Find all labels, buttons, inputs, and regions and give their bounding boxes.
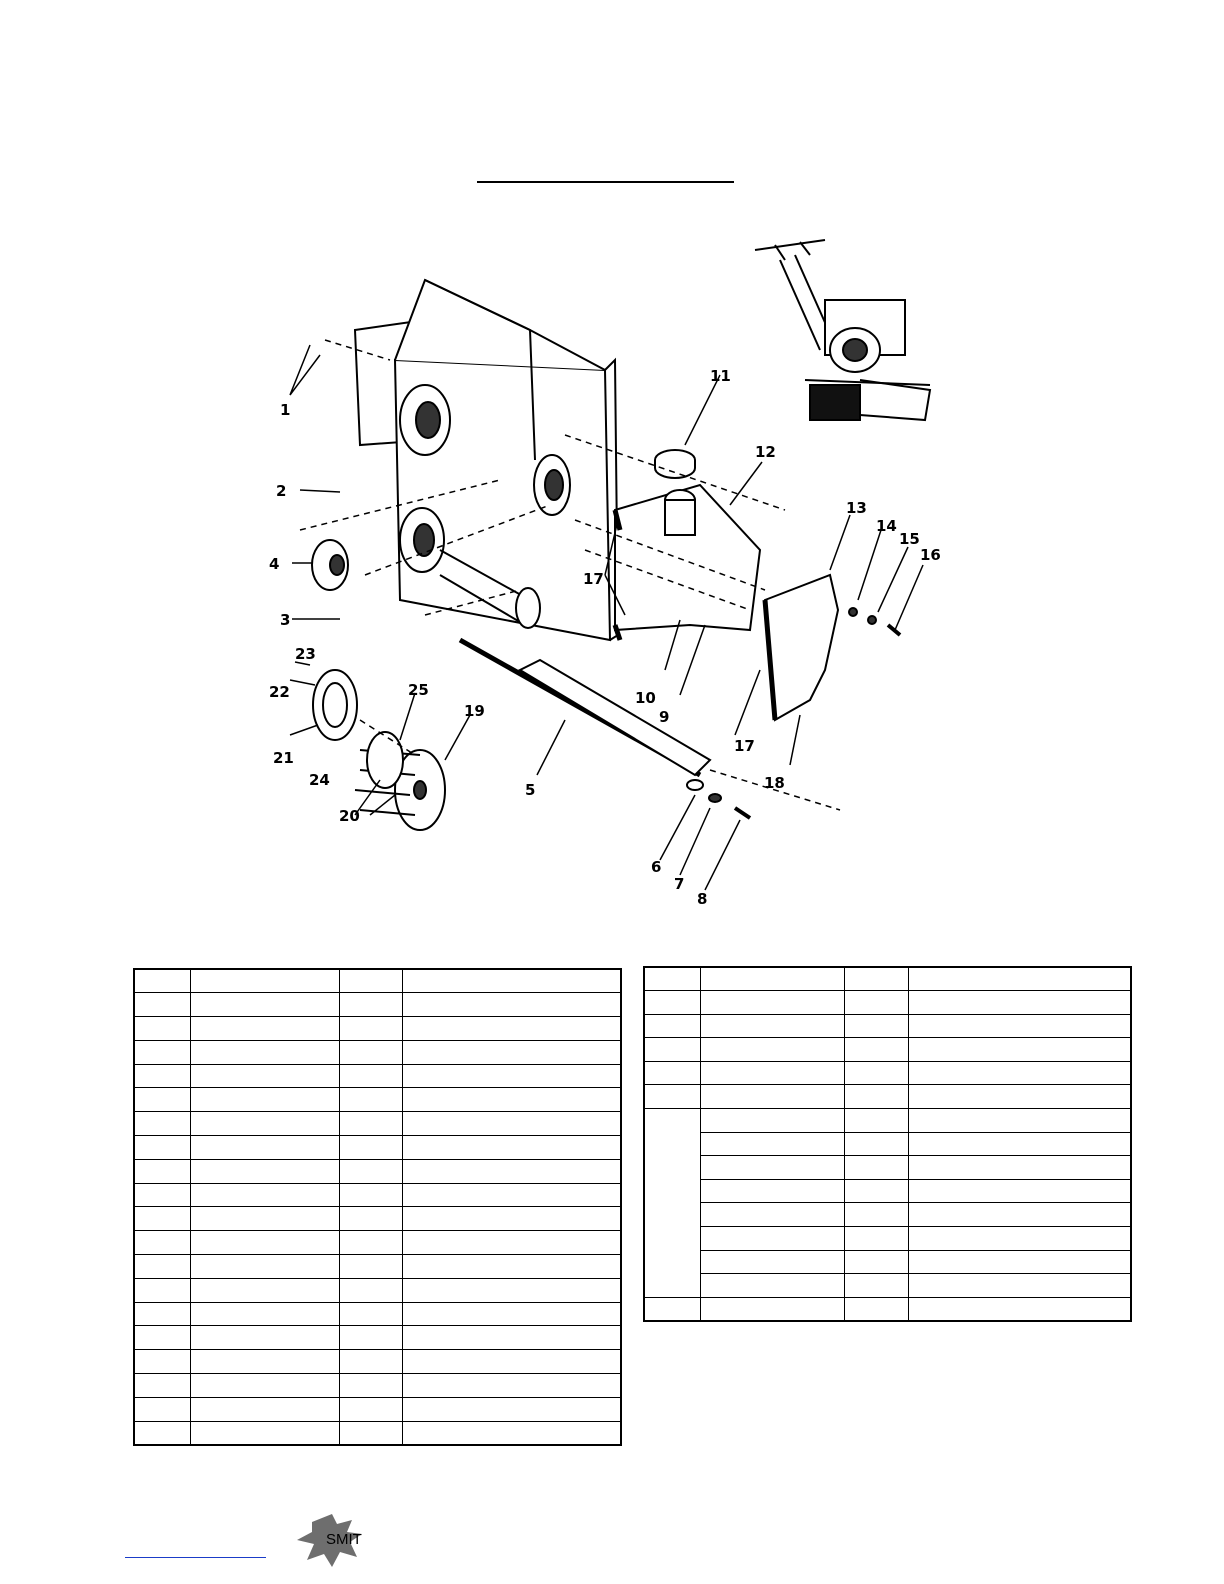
callout-25: 25 <box>408 681 429 699</box>
table-cell <box>339 1183 403 1207</box>
callout-10: 10 <box>635 689 656 707</box>
table-cell <box>191 1278 339 1302</box>
table-cell <box>191 993 339 1017</box>
table-cell <box>403 1040 621 1064</box>
callout-2: 2 <box>276 482 287 500</box>
table-cell <box>134 993 191 1017</box>
table-cell <box>191 1421 339 1445</box>
table-cell <box>844 1274 909 1298</box>
callout-17-top: 17 <box>583 570 604 588</box>
table-cell <box>701 967 844 991</box>
table-row <box>134 1397 621 1421</box>
table-cell <box>909 1297 1131 1321</box>
table-cell <box>403 1326 621 1350</box>
table-cell <box>191 1159 339 1183</box>
table-cell <box>134 1207 191 1231</box>
footer-link-underline[interactable] <box>125 1557 266 1558</box>
table-cell <box>403 1064 621 1088</box>
table-cell <box>134 1350 191 1374</box>
callout-20: 20 <box>339 807 360 825</box>
parts-table-right <box>643 966 1132 1322</box>
table-row <box>134 1183 621 1207</box>
callout-23: 23 <box>295 645 316 663</box>
table-cell <box>134 1088 191 1112</box>
table-cell <box>134 1421 191 1445</box>
table-cell <box>403 1136 621 1160</box>
table-row <box>134 1136 621 1160</box>
table-cell <box>701 1179 844 1203</box>
table-cell <box>701 1156 844 1180</box>
table-cell <box>701 1014 844 1038</box>
table-cell <box>191 1350 339 1374</box>
table-cell <box>134 1112 191 1136</box>
callout-3: 3 <box>280 611 291 629</box>
table-cell <box>191 1136 339 1160</box>
table-cell <box>134 1183 191 1207</box>
table-row <box>644 1014 1131 1038</box>
table-cell <box>403 1397 621 1421</box>
table-cell <box>403 1207 621 1231</box>
table-row <box>644 1203 1131 1227</box>
table-row <box>134 1231 621 1255</box>
table-cell <box>134 1255 191 1279</box>
table-cell <box>844 1179 909 1203</box>
table-cell <box>134 1278 191 1302</box>
table-row <box>134 1421 621 1445</box>
table-cell <box>844 991 909 1015</box>
callout-22: 22 <box>269 683 290 701</box>
callout-21: 21 <box>273 749 294 767</box>
table-cell <box>403 1421 621 1445</box>
table-cell <box>339 1040 403 1064</box>
table-cell <box>844 1203 909 1227</box>
table-cell <box>844 1085 909 1109</box>
table-cell <box>134 1374 191 1398</box>
table-row <box>644 1297 1131 1321</box>
table-cell <box>909 1227 1131 1251</box>
table-cell <box>134 1397 191 1421</box>
table-row <box>644 1179 1131 1203</box>
table-row <box>134 1326 621 1350</box>
table-cell <box>403 1183 621 1207</box>
table-cell <box>844 1297 909 1321</box>
table-cell <box>909 1250 1131 1274</box>
table-cell <box>403 1112 621 1136</box>
table-row <box>134 1112 621 1136</box>
table-cell <box>191 1183 339 1207</box>
table-row <box>134 1088 621 1112</box>
table-cell <box>909 1085 1131 1109</box>
callout-9: 9 <box>659 708 670 726</box>
callout-11: 11 <box>710 367 731 385</box>
table-cell <box>403 1088 621 1112</box>
table-cell <box>339 1255 403 1279</box>
table-cell <box>844 1156 909 1180</box>
table-row <box>134 1302 621 1326</box>
callout-16: 16 <box>920 546 941 564</box>
table-cell <box>701 1085 844 1109</box>
table-cell <box>644 1061 701 1085</box>
table-cell <box>403 1255 621 1279</box>
table-row <box>134 1207 621 1231</box>
table-cell <box>339 1326 403 1350</box>
table-row <box>644 1061 1131 1085</box>
table-cell <box>339 1350 403 1374</box>
table-row <box>134 1278 621 1302</box>
table-row <box>644 1250 1131 1274</box>
table-cell <box>403 993 621 1017</box>
table-cell <box>191 1326 339 1350</box>
table-cell <box>339 969 403 993</box>
table-cell <box>339 1421 403 1445</box>
callout-4: 4 <box>269 555 280 573</box>
table-cell <box>134 1231 191 1255</box>
table-row <box>134 993 621 1017</box>
table-cell <box>644 991 701 1015</box>
table-cell <box>701 1061 844 1085</box>
table-cell <box>909 1203 1131 1227</box>
table-cell <box>844 967 909 991</box>
logo-text: SMIT <box>326 1531 362 1548</box>
table-cell <box>191 1017 339 1041</box>
table-cell <box>191 1088 339 1112</box>
table-cell <box>909 1109 1131 1133</box>
callout-24: 24 <box>309 771 330 789</box>
table-row <box>644 967 1131 991</box>
callout-14: 14 <box>876 517 897 535</box>
table-cell <box>701 1109 844 1133</box>
table-row <box>134 1017 621 1041</box>
table-row <box>644 1132 1131 1156</box>
table-cell <box>909 1014 1131 1038</box>
table-cell <box>191 1112 339 1136</box>
table-cell <box>339 1397 403 1421</box>
table-cell <box>844 1014 909 1038</box>
table-cell <box>339 1278 403 1302</box>
exploded-parts-diagram <box>240 230 960 910</box>
table-cell <box>701 991 844 1015</box>
table-cell <box>191 1040 339 1064</box>
table-cell <box>191 1255 339 1279</box>
table-cell <box>339 1231 403 1255</box>
machine-inset-illustration <box>755 240 930 420</box>
table-cell <box>701 1274 844 1298</box>
table-cell <box>134 1326 191 1350</box>
table-row <box>644 1274 1131 1298</box>
table-cell <box>403 969 621 993</box>
table-cell <box>134 969 191 993</box>
table-cell <box>339 1136 403 1160</box>
table-cell <box>339 1374 403 1398</box>
table-cell <box>701 1203 844 1227</box>
table-cell <box>844 1038 909 1062</box>
table-cell <box>844 1250 909 1274</box>
table-cell <box>909 1179 1131 1203</box>
table-row <box>644 1227 1131 1251</box>
table-row <box>644 991 1131 1015</box>
table-cell <box>844 1132 909 1156</box>
table-cell <box>403 1231 621 1255</box>
table-cell <box>909 991 1131 1015</box>
table-cell <box>909 1038 1131 1062</box>
table-row <box>134 1374 621 1398</box>
callout-18: 18 <box>764 774 785 792</box>
table-cell <box>134 1136 191 1160</box>
table-row <box>644 1109 1131 1133</box>
table-cell <box>339 1112 403 1136</box>
table-cell <box>844 1061 909 1085</box>
table-cell <box>701 1227 844 1251</box>
table-cell <box>403 1350 621 1374</box>
table-cell <box>339 1207 403 1231</box>
table-cell <box>844 1227 909 1251</box>
table-cell <box>134 1064 191 1088</box>
table-cell <box>339 1017 403 1041</box>
callout-17-bottom: 17 <box>734 737 755 755</box>
table-row <box>134 1159 621 1183</box>
table-cell <box>701 1297 844 1321</box>
parts-table-left <box>133 968 622 1446</box>
table-cell <box>191 1064 339 1088</box>
table-cell <box>644 1038 701 1062</box>
table-cell <box>701 1132 844 1156</box>
table-cell <box>644 967 701 991</box>
table-cell <box>644 1014 701 1038</box>
table-row <box>134 1255 621 1279</box>
table-cell <box>191 1397 339 1421</box>
callout-13: 13 <box>846 499 867 517</box>
table-cell <box>134 1040 191 1064</box>
callout-5: 5 <box>525 781 536 799</box>
title-underline <box>477 181 734 183</box>
table-cell <box>339 993 403 1017</box>
table-cell <box>403 1017 621 1041</box>
table-row <box>134 1064 621 1088</box>
callout-7: 7 <box>674 875 685 893</box>
table-cell <box>909 1156 1131 1180</box>
callout-15: 15 <box>899 530 920 548</box>
table-cell <box>191 1374 339 1398</box>
table-cell <box>403 1302 621 1326</box>
table-row <box>134 1040 621 1064</box>
table-row <box>134 1350 621 1374</box>
callout-12: 12 <box>755 443 776 461</box>
table-cell <box>339 1088 403 1112</box>
table-cell <box>403 1159 621 1183</box>
table-cell <box>909 1274 1131 1298</box>
table-cell <box>644 1297 701 1321</box>
table-cell <box>701 1038 844 1062</box>
table-row <box>644 1038 1131 1062</box>
table-row <box>644 1085 1131 1109</box>
table-cell <box>844 1109 909 1133</box>
callout-19: 19 <box>464 702 485 720</box>
table-cell <box>134 1017 191 1041</box>
table-cell <box>191 969 339 993</box>
table-cell <box>134 1159 191 1183</box>
table-cell <box>701 1250 844 1274</box>
table-cell <box>644 1109 701 1298</box>
table-cell <box>191 1231 339 1255</box>
table-row <box>134 969 621 993</box>
table-cell <box>339 1064 403 1088</box>
table-cell <box>909 1061 1131 1085</box>
callout-8: 8 <box>697 890 708 908</box>
table-cell <box>134 1302 191 1326</box>
table-cell <box>191 1302 339 1326</box>
table-cell <box>403 1374 621 1398</box>
table-cell <box>644 1085 701 1109</box>
table-cell <box>909 1132 1131 1156</box>
table-row <box>644 1156 1131 1180</box>
table-cell <box>909 967 1131 991</box>
table-cell <box>339 1159 403 1183</box>
table-cell <box>339 1302 403 1326</box>
callout-6: 6 <box>651 858 662 876</box>
callout-1: 1 <box>280 401 291 419</box>
table-cell <box>191 1207 339 1231</box>
table-cell <box>403 1278 621 1302</box>
